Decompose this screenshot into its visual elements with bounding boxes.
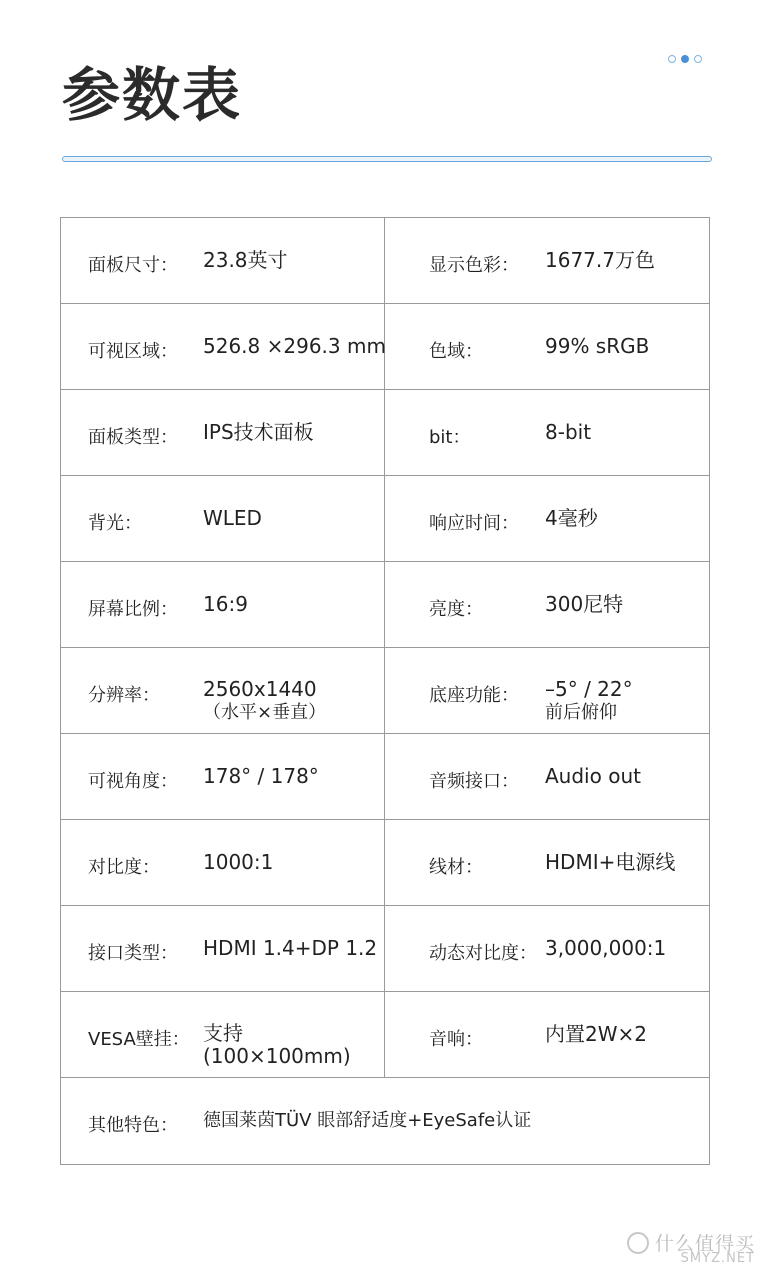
spec-row xyxy=(61,906,709,992)
spec-row xyxy=(61,476,709,562)
spec-label: VESA壁挂： xyxy=(88,1029,190,1050)
spec-value: 1000:1 xyxy=(203,850,274,874)
spec-value: IPS技术面板 xyxy=(203,420,314,444)
spec-row-full xyxy=(61,1078,709,1163)
spec-cell xyxy=(61,562,385,647)
spec-label: 背光： xyxy=(88,513,142,534)
spec-cell xyxy=(385,476,709,561)
spec-row xyxy=(61,304,709,390)
pagination-dots xyxy=(668,55,702,63)
spec-cell xyxy=(61,648,385,733)
spec-label: 显示色彩： xyxy=(429,255,519,276)
page-dot-2 xyxy=(681,55,689,63)
spec-cell xyxy=(385,906,709,991)
spec-value: 支持 (100×100mm) xyxy=(203,1021,351,1068)
spec-label: 音频接口： xyxy=(429,771,519,792)
spec-label: 线材： xyxy=(429,857,483,878)
watermark-site: SMYZ.NET xyxy=(680,1251,755,1266)
page-title: 参数表 xyxy=(62,61,243,129)
spec-cell xyxy=(61,390,385,475)
spec-cell xyxy=(385,734,709,819)
spec-cell xyxy=(61,992,385,1077)
spec-value: 16:9 xyxy=(203,592,248,616)
spec-value: 99% sRGB xyxy=(545,334,650,358)
spec-label: 动态对比度： xyxy=(429,943,537,964)
spec-value: 4毫秒 xyxy=(545,506,598,530)
spec-label: 面板尺寸： xyxy=(88,255,178,276)
spec-cell xyxy=(385,304,709,389)
spec-label: 对比度： xyxy=(88,857,160,878)
spec-label: 响应时间： xyxy=(429,513,519,534)
title-divider xyxy=(62,156,712,162)
spec-label: 面板类型： xyxy=(88,427,178,448)
spec-cell xyxy=(61,1078,709,1163)
spec-row xyxy=(61,562,709,648)
spec-value: 2560x1440 （水平×垂直） xyxy=(203,677,327,723)
spec-cell xyxy=(385,390,709,475)
spec-label: bit： xyxy=(429,427,471,448)
spec-label: 色域： xyxy=(429,341,483,362)
spec-cell xyxy=(61,218,385,303)
spec-cell xyxy=(385,218,709,303)
page-dot-3 xyxy=(694,55,702,63)
spec-label: 分辨率： xyxy=(88,685,160,706)
spec-value: WLED xyxy=(203,506,262,530)
spec-label: 接口类型： xyxy=(88,943,178,964)
spec-cell xyxy=(61,906,385,991)
spec-row xyxy=(61,648,709,734)
spec-cell xyxy=(61,476,385,561)
page-dot-1 xyxy=(668,55,676,63)
spec-cell xyxy=(385,992,709,1077)
spec-row xyxy=(61,734,709,820)
spec-cell xyxy=(385,562,709,647)
spec-cell xyxy=(61,734,385,819)
spec-table xyxy=(60,217,710,1165)
logo-icon xyxy=(627,1232,649,1254)
spec-value: 178° / 178° xyxy=(203,764,319,788)
spec-row xyxy=(61,992,709,1078)
spec-label: 屏幕比例： xyxy=(88,599,178,620)
spec-cell xyxy=(61,820,385,905)
spec-value: 8-bit xyxy=(545,420,592,444)
spec-value: HDMI+电源线 xyxy=(545,850,676,874)
spec-cell xyxy=(61,304,385,389)
spec-value: 3,000,000:1 xyxy=(545,936,667,960)
spec-label: 音响： xyxy=(429,1029,483,1050)
spec-value: 23.8英寸 xyxy=(203,248,288,272)
spec-label: 其他特色： xyxy=(88,1115,178,1136)
spec-value: –5° / 22° 前后俯仰 xyxy=(545,677,633,723)
spec-cell xyxy=(385,648,709,733)
spec-value: 526.8 ×296.3 mm xyxy=(203,334,386,358)
spec-row xyxy=(61,218,709,304)
spec-row xyxy=(61,390,709,476)
spec-label: 亮度： xyxy=(429,599,483,620)
spec-label: 可视角度： xyxy=(88,771,178,792)
spec-value: Audio out xyxy=(545,764,641,788)
spec-value: 德国莱茵TÜV 眼部舒适度+EyeSafe认证 xyxy=(203,1110,532,1131)
spec-label: 可视区域： xyxy=(88,341,178,362)
spec-value: 300尼特 xyxy=(545,592,624,616)
spec-value: 内置2W×2 xyxy=(545,1022,647,1046)
spec-label: 底座功能： xyxy=(429,685,519,706)
watermark-text: 什么值得买 xyxy=(654,1233,755,1255)
spec-row xyxy=(61,820,709,906)
spec-value: 1677.7万色 xyxy=(545,248,655,272)
spec-cell xyxy=(385,820,709,905)
spec-value: HDMI 1.4+DP 1.2 xyxy=(203,936,378,960)
